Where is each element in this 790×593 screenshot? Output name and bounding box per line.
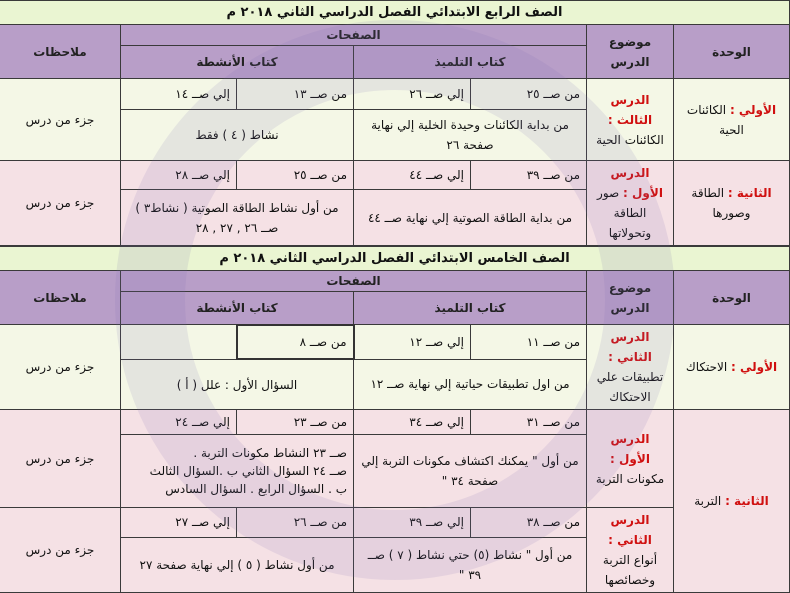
student-from: من صــ ٣٩ <box>471 161 587 190</box>
student-from: من صــ ١١ <box>471 325 587 360</box>
grade5-table <box>0 246 790 593</box>
grade4-title: الصف الرابع الابتدائي الفصل الدراسي الثاني ٢٠١٨ م <box>0 1 790 25</box>
notes-cell: جزء من درس <box>0 508 121 593</box>
lesson-cell <box>587 410 674 508</box>
header-unit: الوحدة <box>674 25 790 79</box>
lesson-name: الكائنات الحية <box>596 132 664 147</box>
header-notes: ملاحظات <box>0 271 121 325</box>
header-pages: الصفحات <box>121 271 587 292</box>
unit-cell <box>674 325 790 410</box>
unit-name: الطاقة وصورها <box>691 186 751 220</box>
student-from: من صــ ٣٨ <box>471 508 587 538</box>
student-to: إلي صــ ٢٦ <box>354 79 471 110</box>
notes-cell: جزء من درس <box>0 410 121 508</box>
unit-cell <box>674 410 790 593</box>
student-range: من اول تطبيقات حياتية إلي نهاية صــ ١٢ <box>354 359 587 409</box>
activity-range: السؤال الأول : علل ( أ ) <box>121 359 354 409</box>
lesson-prefix: الدرس الثاني : <box>608 330 652 364</box>
lesson-cell <box>587 79 674 161</box>
student-range: من أول " يمكنك اكتشاف مكونات التربة إلي صفحة ٣٤ " <box>354 435 587 508</box>
student-to: إلي صــ ١٢ <box>354 325 471 360</box>
lesson-cell <box>587 325 674 410</box>
activity-to: إلي صــ ١٤ <box>121 79 237 110</box>
activity-line: ب . السؤال الرابع . السؤال السادس <box>165 482 347 496</box>
unit-prefix: الأولي : <box>731 360 778 374</box>
header-pages: الصفحات <box>121 25 587 46</box>
unit-prefix: الثانية : <box>725 494 769 508</box>
header-activity-book: كتاب الأنشطة <box>121 292 354 325</box>
unit-name: التربة <box>694 494 722 508</box>
lesson-name: مكونات التربة <box>595 471 665 486</box>
student-from: من صــ ٢٥ <box>471 79 587 110</box>
lesson-cell <box>587 161 674 246</box>
activity-range: من أول نشاط الطاقة الصوتية ( نشاط٣ ) صــ ٢٦ , ٢٧ , ٢٨ <box>121 190 354 246</box>
student-to: إلي صــ ٤٤ <box>354 161 471 190</box>
lesson-prefix: الدرس الأول : <box>610 166 663 200</box>
unit-prefix: الثانية : <box>727 186 772 200</box>
header-student-book: كتاب التلميذ <box>354 46 587 79</box>
lesson-prefix: الدرس الثاني : <box>608 513 652 547</box>
unit-cell <box>674 161 790 246</box>
activity-to: إلي صــ ٢٧ <box>121 508 237 538</box>
lesson-name: تطبيقات علي الاحتكاك <box>596 370 664 404</box>
notes-cell: جزء من درس <box>0 325 121 410</box>
notes-cell: جزء من درس <box>0 161 121 246</box>
student-range: من أول " نشاط (٥) حتي نشاط ( ٧ ) صــ ٣٩ " <box>354 537 587 593</box>
header-unit: الوحدة <box>674 271 790 325</box>
unit-prefix: الأولي : <box>729 102 777 117</box>
activity-to: إلي صــ ٢٨ <box>121 161 237 190</box>
lesson-prefix: الدرس الثالث : <box>607 92 653 127</box>
lesson-cell <box>587 508 674 593</box>
header-topic: موضوع الدرس <box>587 25 674 79</box>
unit-cell <box>674 79 790 161</box>
lesson-prefix: الدرس الأول : <box>610 431 650 466</box>
grade5-title: الصف الخامس الابتدائي الفصل الدراسي الثاني ٢٠١٨ م <box>0 247 790 271</box>
student-to: إلي صــ ٣٩ <box>354 508 471 538</box>
header-topic: موضوع الدرس <box>587 271 674 325</box>
activity-from: من صــ ٨ <box>237 325 354 360</box>
lesson-name: صور الطاقة وتحولاتها <box>597 186 652 240</box>
notes-cell: جزء من درس <box>0 79 121 161</box>
activity-range: نشاط ( ٤ ) فقط <box>121 110 354 161</box>
grade4-table <box>0 0 790 246</box>
unit-name: الكائنات الحية <box>686 102 744 137</box>
activity-from: من صــ ٢٣ <box>237 410 354 435</box>
activity-range <box>121 435 354 508</box>
activity-line: صــ ٢٤ السؤال الثاني ب .السؤال الثالث <box>149 464 347 478</box>
lesson-name: أنواع التربة وخصائصها <box>602 553 658 587</box>
student-range: من بداية الطاقة الصوتية إلي نهاية صــ ٤٤ <box>354 190 587 246</box>
activity-from: من صــ ١٣ <box>237 79 354 110</box>
unit-name: الاحتكاك <box>685 360 728 374</box>
student-range: من بداية الكائنات وحيدة الخلية إلي نهاية صفحة ٢٦ <box>354 110 587 161</box>
activity-to <box>121 325 237 360</box>
activity-line: صــ ٢٣ النشاط مكونات التربة . <box>193 446 347 460</box>
activity-from: من صــ ٢٥ <box>237 161 354 190</box>
activity-from: من صــ ٢٦ <box>237 508 354 538</box>
student-from: من صــ ٣١ <box>471 410 587 435</box>
activity-to: إلي صــ ٢٤ <box>121 410 237 435</box>
student-to: إلي صــ ٣٤ <box>354 410 471 435</box>
header-activity-book: كتاب الأنشطة <box>121 46 354 79</box>
activity-range: من أول نشاط ( ٥ ) إلي نهاية صفحة ٢٧ <box>121 537 354 593</box>
header-notes: ملاحظات <box>0 25 121 79</box>
header-student-book: كتاب التلميذ <box>354 292 587 325</box>
